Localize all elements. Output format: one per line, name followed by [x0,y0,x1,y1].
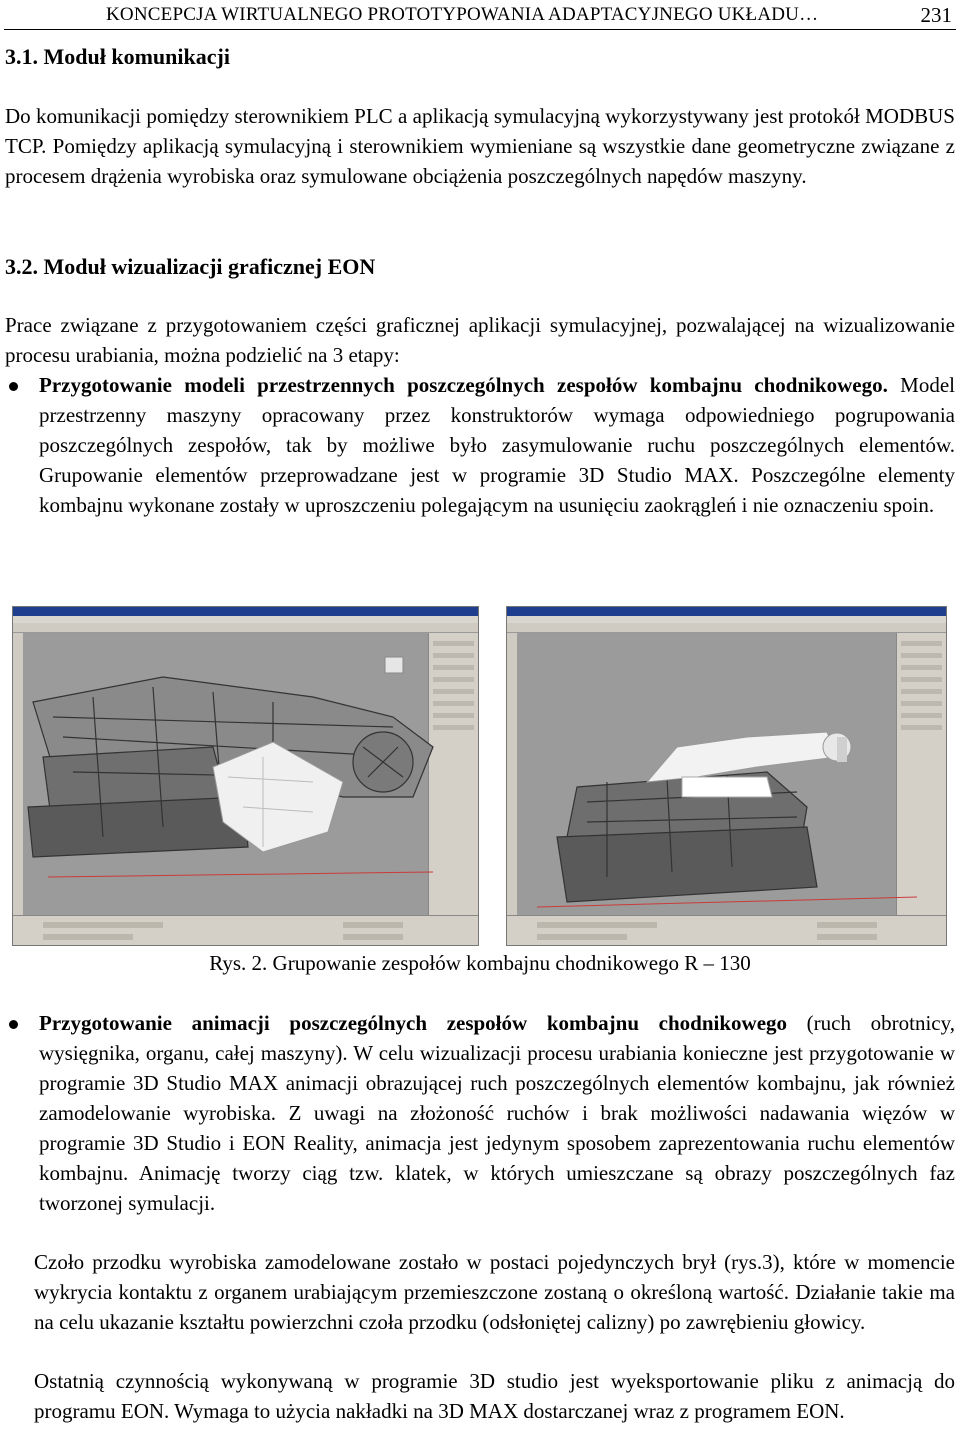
paragraph-intro: Prace związane z przygotowaniem części graficznej aplikacji symulacyjnej, pozwalającej na wizualizowanie procesu urabiania, można podzielić na 3 etapy: [5,313,955,367]
bullet-text: Model przestrzenny maszyny opracowany przez konstruktorów wymaga odpowiedniego pogrupowania poszczególnych zespołów, tak by możliwe było zasymulowanie ruchu poszczególnych elementów. Grupowanie elementów przeprowadzane jest w programie 3D Studio MAX. Poszczególne elementy kombajnu wykonane zostały w uproszczeniu polegającym na usunięciu zaokrągleń i nie oznaczeniu spoin. [39,373,955,517]
paragraph-communication: Do komunikacji pomiędzy sterownikiem PLC a aplikacją symulacyjną wykorzystywany jest protokół MODBUS TCP. Pomiędzy aplikacją symulacyjną i sterownikiem wymieniane są wszystkie dane geometryczne związane z procesem drążenia wyrobiska oraz symulowane obciążenia poszczególnych napędów maszyny. [5,104,955,188]
bullet-dot [9,382,18,391]
paragraph-front-model: Czoło przodku wyrobiska zamodelowane zostało w postaci pojedynczych brył (rys.3), które w momencie wykrycia kontaktu z organem urabiającym przemieszczone zostaną o określoną wartość. Działanie takie ma na celu ukazanie kształtu powierzchni czoła przodku (odsłoniętej calizny) po zawrębieniu głowicy. [34,1250,955,1334]
running-title: KONCEPCJA WIRTUALNEGO PROTOTYPOWANIA ADAPTACYJNEGO UKŁADU… [106,4,819,25]
bullet-bold-lead: Przygotowanie modeli przestrzennych poszczególnych zespołów kombajnu chodnikowego. [39,373,888,397]
bullet-item-models [39,370,955,520]
3ds-max-animation-view-icon [507,607,947,946]
bullet-item-animation [39,1008,955,1218]
section-heading-3-1: 3.1. Moduł komunikacji [5,44,230,69]
figure-screenshot-left [12,606,479,946]
3ds-max-grouping-view-icon [13,607,479,946]
bullet-dot [9,1020,18,1029]
running-header [4,0,956,30]
page-number: 231 [920,3,952,27]
section-heading-3-2: 3.2. Moduł wizualizacji graficznej EON [5,254,376,279]
paragraph-export: Ostatnią czynnością wykonywaną w programie 3D studio jest wyeksportowanie pliku z animacją do programu EON. Wymaga to użycia nakładki na 3D MAX dostarczanej wraz z programem EON. [34,1369,955,1423]
bullet-text: (ruch obrotnicy, wysięgnika, organu, całej maszyny). W celu wizualizacji procesu urabiania konieczne jest przygotowanie w programie 3D Studio MAX animacji obrazującej ruch poszczególnych elementów kombajnu, jak również zamodelowanie wyrobiska. Z uwagi na złożoność ruchów i brak możliwości nadawania więzów w programie 3D Studio i EON Reality, animacja jest jedynym sposobem zaprezentowania ruchu elementów kombajnu. Animację tworzy ciąg tzw. klatek, w których umieszczane są obrazy poszczególnych faz tworzonej symulacji. [39,1011,955,1215]
figure-screenshot-right [506,606,947,946]
bullet-bold-lead: Przygotowanie animacji poszczególnych zespołów kombajnu chodnikowego [39,1011,788,1035]
figure-caption: Rys. 2. Grupowanie zespołów kombajnu chodnikowego R – 130 [209,951,751,975]
